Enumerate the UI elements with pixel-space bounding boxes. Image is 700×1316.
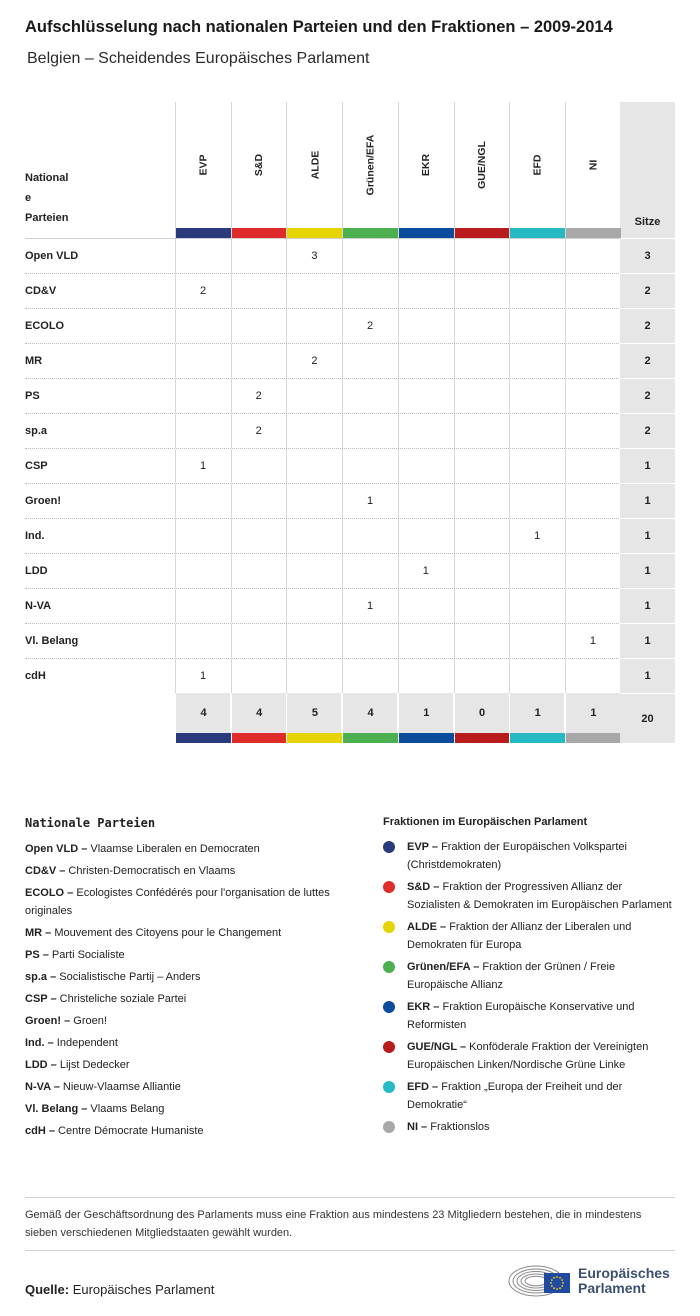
party-column-header: National e Parteien (25, 172, 69, 224)
table-row (25, 518, 675, 553)
seat-cell (286, 624, 341, 658)
table-row (25, 238, 675, 273)
party-total: 2 (620, 308, 675, 343)
group-color-bar (566, 228, 621, 238)
party-legend-item: Groen! – Groen! (25, 1015, 107, 1027)
group-color-bar (232, 733, 287, 743)
seat-cell (231, 449, 286, 483)
group-color-dot-icon (383, 1121, 395, 1133)
group-color-dot-icon (383, 961, 395, 973)
seat-cell (565, 484, 620, 518)
seat-cell (509, 624, 564, 658)
seat-cell (286, 449, 341, 483)
seat-cell (509, 554, 564, 588)
seat-cell (175, 589, 230, 623)
group-column-header: EVP (175, 102, 230, 238)
party-total: 1 (620, 658, 675, 693)
seat-cell (398, 414, 453, 448)
seat-cell (565, 309, 620, 343)
party-legend-item: ECOLO – Ecologistes Confédérés pour l'organisation de luttes originales (25, 887, 330, 917)
group-legend-item: EVP – Fraktion der Europäischen Volkspartei (Christdemokraten) (383, 838, 678, 874)
party-name: N-VA (25, 600, 52, 612)
seat-cell (286, 309, 341, 343)
seat-cell: 2 (175, 274, 230, 308)
table-row (25, 448, 675, 483)
table-row (25, 553, 675, 588)
party-total: 1 (620, 448, 675, 483)
party-name: ECOLO (25, 320, 65, 332)
seat-cell (509, 309, 564, 343)
seat-cell (509, 274, 564, 308)
group-color-bar (399, 733, 454, 743)
group-color-dot-icon (383, 1041, 395, 1053)
seat-cell (565, 659, 620, 693)
party-total: 2 (620, 378, 675, 413)
seat-cell (509, 484, 564, 518)
table-row (25, 343, 675, 378)
rules-note: Gemäß der Geschäftsordnung des Parlaments muss eine Fraktion aus mindestens 23 Mitgliedern bestehen, die in mindestens sieben verschiedenen Mitgliedstaaten gewählt wurden. (25, 1209, 642, 1239)
seat-cell (565, 379, 620, 413)
seat-cell (454, 344, 509, 378)
seat-cell: 1 (175, 659, 230, 693)
seat-cell (175, 379, 230, 413)
seat-cell (565, 449, 620, 483)
group-color-dot-icon (383, 841, 395, 853)
party-name: Vl. Belang (25, 635, 79, 647)
party-name: CSP (25, 460, 48, 472)
group-legend-item: NI – Fraktionslos (383, 1118, 678, 1136)
seat-cell (342, 449, 397, 483)
seat-cell (565, 554, 620, 588)
seat-cell (398, 519, 453, 553)
grand-total: 20 (620, 693, 675, 743)
seat-cell (398, 449, 453, 483)
party-total: 1 (620, 623, 675, 658)
eu-star-icon (559, 1287, 561, 1289)
group-color-dot-icon (383, 1081, 395, 1093)
party-total: 2 (620, 343, 675, 378)
party-legend-item: CSP – Christeliche soziale Partei (25, 993, 187, 1005)
group-legend-item: S&D – Fraktion der Progressiven Allianz der Sozialisten & Demokraten im Europäischen Parlament (383, 878, 678, 914)
party-legend-title: Nationale Parteien (25, 816, 156, 830)
party-total: 2 (620, 273, 675, 308)
party-name: Open VLD (25, 250, 79, 262)
seat-cell (398, 589, 453, 623)
source-label: Quelle: (25, 1282, 70, 1297)
table-row (25, 588, 675, 623)
table-row (25, 308, 675, 343)
eu-star-icon (556, 1288, 558, 1290)
seat-cell (342, 344, 397, 378)
seat-cell (454, 449, 509, 483)
seat-cell (231, 659, 286, 693)
seat-cell (454, 624, 509, 658)
group-column-header: EFD (509, 102, 564, 238)
seat-cell (175, 519, 230, 553)
group-total: 4 (231, 693, 286, 743)
seat-cell (398, 344, 453, 378)
seat-cell (231, 484, 286, 518)
seat-cell (342, 414, 397, 448)
group-color-bar (287, 733, 342, 743)
seat-cell (565, 519, 620, 553)
european-parliament-logo (508, 1261, 678, 1301)
seat-cell (231, 554, 286, 588)
divider (25, 1250, 675, 1251)
party-name: cdH (25, 670, 46, 682)
party-name: MR (25, 355, 43, 367)
seat-cell (398, 309, 453, 343)
logo-text-line2: Parlament (578, 1280, 646, 1296)
seat-cell (342, 519, 397, 553)
group-column-header: GUE/NGL (454, 102, 509, 238)
group-legend-item: EKR – Fraktion Europäische Konservative und Reformisten (383, 998, 678, 1034)
seat-cell (509, 344, 564, 378)
party-legend-item: sp.a – Socialistische Partij – Anders (25, 971, 201, 983)
party-name: Ind. (25, 530, 45, 542)
seat-cell (342, 624, 397, 658)
seat-cell (509, 414, 564, 448)
seat-cell (342, 274, 397, 308)
seat-cell (231, 239, 286, 273)
group-column-header: EKR (398, 102, 453, 238)
group-color-bar (343, 228, 398, 238)
seat-cell (286, 274, 341, 308)
group-column-header: Grünen/EFA (342, 102, 397, 238)
seat-cell (175, 414, 230, 448)
seat-cell (398, 659, 453, 693)
group-total: 1 (398, 693, 453, 743)
seat-cell: 1 (398, 554, 453, 588)
party-legend (25, 816, 365, 1144)
group-color-bar (455, 228, 510, 238)
seats-column-header: Sitze (620, 102, 675, 238)
eu-star-icon (561, 1285, 563, 1287)
seat-cell (565, 589, 620, 623)
party-name: sp.a (25, 425, 48, 437)
group-color-bar (510, 733, 565, 743)
page-title: Aufschlüsselung nach nationalen Parteien und den Fraktionen – 2009-2014 (25, 18, 613, 36)
group-color-bar (232, 228, 287, 238)
party-legend-item: LDD – Lijst Dedecker (25, 1059, 130, 1071)
table-row (25, 623, 675, 658)
table-footer-totals (25, 693, 675, 743)
party-name: PS (25, 390, 40, 402)
seat-cell (286, 554, 341, 588)
eu-star-icon (553, 1287, 555, 1289)
seat-cell (398, 484, 453, 518)
seat-cell (231, 589, 286, 623)
seat-cell: 2 (231, 379, 286, 413)
party-total: 1 (620, 588, 675, 623)
table-row (25, 483, 675, 518)
group-color-bar (343, 733, 398, 743)
seat-cell (454, 379, 509, 413)
party-total: 1 (620, 553, 675, 588)
seat-cell (286, 659, 341, 693)
group-legend-item: Grünen/EFA – Fraktion der Grünen / Freie Europäische Allianz (383, 958, 678, 994)
party-total: 1 (620, 483, 675, 518)
party-legend-item: cdH – Centre Démocrate Humaniste (25, 1125, 204, 1137)
party-name: CD&V (25, 285, 57, 297)
seat-cell (509, 659, 564, 693)
group-total: 1 (565, 693, 620, 743)
eu-flag-icon (544, 1273, 570, 1293)
seat-cell (398, 624, 453, 658)
seat-cell: 2 (286, 344, 341, 378)
seats-table (25, 102, 675, 743)
group-color-bar (287, 228, 342, 238)
eu-star-icon (561, 1279, 563, 1281)
group-total: 4 (342, 693, 397, 743)
seat-cell: 1 (175, 449, 230, 483)
eu-star-icon (562, 1282, 564, 1284)
seat-cell (175, 309, 230, 343)
seat-cell (286, 484, 341, 518)
seat-cell (509, 239, 564, 273)
seat-cell (454, 519, 509, 553)
party-legend-item: Ind. – Independent (25, 1037, 118, 1049)
party-total: 1 (620, 518, 675, 553)
seat-cell (565, 344, 620, 378)
seat-cell (565, 274, 620, 308)
seat-cell (231, 344, 286, 378)
source-line (25, 1282, 214, 1297)
group-legend-title: Fraktionen im Europäischen Parlament (383, 816, 588, 828)
eu-star-icon (553, 1277, 555, 1279)
group-total: 4 (175, 693, 230, 743)
eu-star-icon (551, 1279, 553, 1281)
seat-cell (231, 519, 286, 553)
party-legend-item: CD&V – Christen-Democratisch en Vlaams (25, 865, 236, 877)
group-color-dot-icon (383, 881, 395, 893)
group-legend (383, 816, 678, 1140)
seat-cell (454, 274, 509, 308)
party-legend-item: PS – Parti Socialiste (25, 949, 125, 961)
group-color-bar (399, 228, 454, 238)
seat-cell (454, 414, 509, 448)
seat-cell (286, 414, 341, 448)
seat-cell (286, 379, 341, 413)
group-total: 1 (509, 693, 564, 743)
eu-star-icon (551, 1285, 553, 1287)
table-row (25, 658, 675, 693)
seat-cell: 2 (342, 309, 397, 343)
group-column-header: ALDE (286, 102, 341, 238)
seat-cell: 1 (342, 589, 397, 623)
seat-cell (565, 414, 620, 448)
group-color-bar (176, 228, 231, 238)
seat-cell: 1 (342, 484, 397, 518)
seat-cell (231, 309, 286, 343)
group-total: 5 (286, 693, 341, 743)
group-legend-item: ALDE – Fraktion der Allianz der Liberalen und Demokraten für Europa (383, 918, 678, 954)
group-column-header: NI (565, 102, 620, 238)
seat-cell (231, 624, 286, 658)
seat-cell (454, 239, 509, 273)
eu-star-icon (559, 1277, 561, 1279)
eu-star-icon (556, 1276, 558, 1278)
seat-cell (454, 484, 509, 518)
seat-cell (231, 274, 286, 308)
table-row (25, 378, 675, 413)
seat-cell (565, 239, 620, 273)
seat-cell (175, 484, 230, 518)
party-total: 2 (620, 413, 675, 448)
seat-cell: 1 (509, 519, 564, 553)
group-total: 0 (454, 693, 509, 743)
seat-cell (175, 554, 230, 588)
seat-cell (175, 624, 230, 658)
table-body (25, 238, 675, 693)
divider (25, 1197, 675, 1198)
seat-cell (454, 659, 509, 693)
seat-cell: 3 (286, 239, 341, 273)
table-header (25, 102, 675, 238)
eu-star-icon (550, 1282, 552, 1284)
party-total: 3 (620, 238, 675, 273)
seat-cell (509, 589, 564, 623)
source-text: Europäisches Parlament (72, 1282, 215, 1297)
seat-cell (286, 519, 341, 553)
seat-cell (398, 274, 453, 308)
seat-cell (286, 589, 341, 623)
group-color-dot-icon (383, 1001, 395, 1013)
seat-cell (509, 449, 564, 483)
seat-cell: 2 (231, 414, 286, 448)
group-legend-item: EFD – Fraktion „Europa der Freiheit und der Demokratie“ (383, 1078, 678, 1114)
seat-cell: 1 (565, 624, 620, 658)
group-column-header: S&D (231, 102, 286, 238)
seat-cell (175, 239, 230, 273)
seat-cell (454, 309, 509, 343)
party-legend-item: Open VLD – Vlaamse Liberalen en Democraten (25, 843, 260, 855)
party-name: LDD (25, 565, 48, 577)
party-legend-item: Vl. Belang – Vlaams Belang (25, 1103, 165, 1115)
party-legend-item: MR – Mouvement des Citoyens pour le Changement (25, 927, 282, 939)
group-color-bar (510, 228, 565, 238)
logo-text-line1: Europäisches (578, 1265, 670, 1281)
group-color-bar (176, 733, 231, 743)
seat-cell (175, 344, 230, 378)
seat-cell (342, 554, 397, 588)
page-subtitle: Belgien – Scheidendes Europäisches Parlament (27, 50, 370, 67)
seat-cell (398, 379, 453, 413)
group-color-bar (455, 733, 510, 743)
group-color-bar (566, 733, 621, 743)
seat-cell (398, 239, 453, 273)
party-name: Groen! (25, 495, 62, 507)
party-legend-item: N-VA – Nieuw-Vlaamse Alliantie (25, 1081, 181, 1093)
seat-cell (454, 589, 509, 623)
parliament-hemicycle-icon (508, 1263, 574, 1299)
seat-cell (342, 379, 397, 413)
table-row (25, 413, 675, 448)
group-legend-item: GUE/NGL – Konföderale Fraktion der Vereinigten Europäischen Linken/Nordische Grüne Linke (383, 1038, 678, 1074)
group-color-dot-icon (383, 921, 395, 933)
seat-cell (454, 554, 509, 588)
seat-cell (342, 239, 397, 273)
seat-cell (509, 379, 564, 413)
seat-cell (342, 659, 397, 693)
table-row (25, 273, 675, 308)
